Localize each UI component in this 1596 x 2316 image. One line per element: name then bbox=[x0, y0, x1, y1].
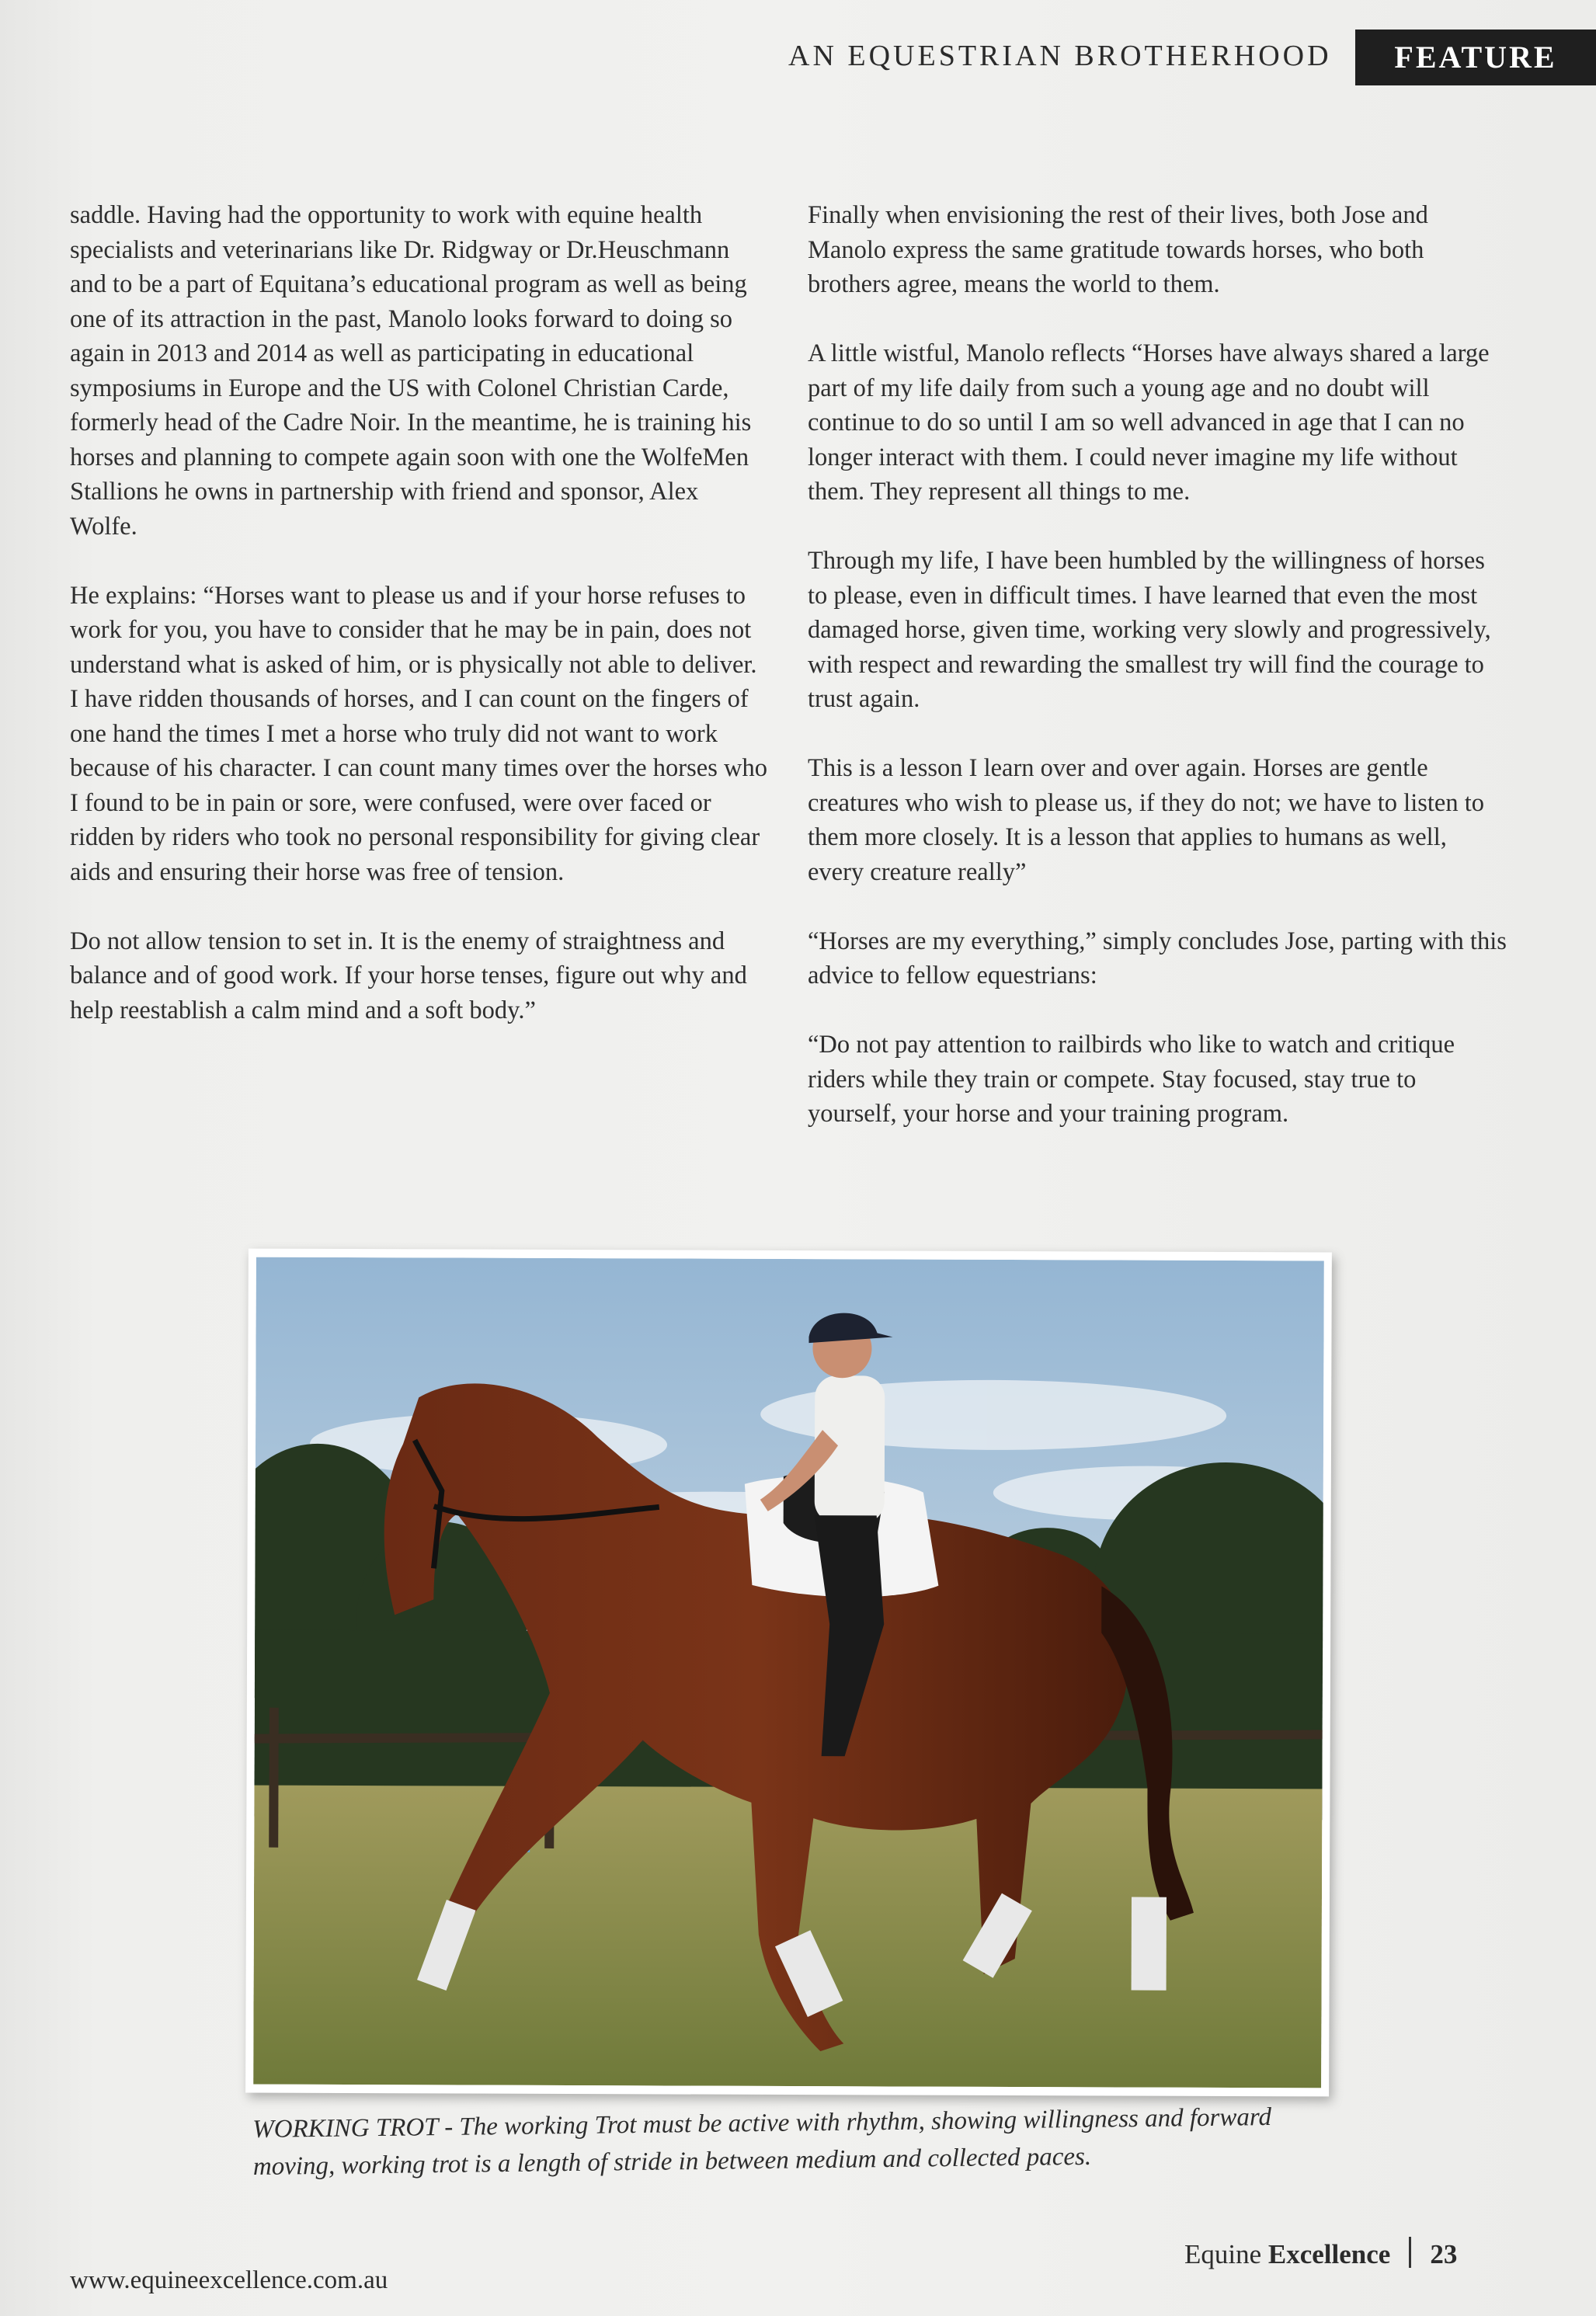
article-column-left bbox=[70, 198, 769, 1062]
footer-divider bbox=[1409, 2237, 1411, 2268]
paragraph: He explains: “Horses want to please us and if your horse refuses to work for you, you have to consider that he may be in pain, does not understand what is asked of him, or is physically not able to deliver. I have ridden thousands of horses, and I can count on the fingers of one hand the times I met a horse who truly did not want to work because of his character. I can count many times over the horses who I found to be in pain or sore, were confused, were over faced or ridden by riders who took no personal responsibility for giving clear aids and ensuring their horse was free of tension. bbox=[70, 581, 767, 886]
paragraph: Through my life, I have been humbled by the willingness of horses to please, even in difficult times. I have learned that even the most damaged horse, given time, working very slowly and progressively, with respect and rewarding the smallest try will find the courage to trust again. bbox=[808, 547, 1491, 713]
brand-name-light: Equine bbox=[1184, 2239, 1262, 2269]
section-kicker: AN EQUESTRIAN BROTHERHOOD bbox=[788, 40, 1332, 72]
photo-frame bbox=[245, 1249, 1332, 2097]
brand-name-strong: Excellence bbox=[1267, 2239, 1391, 2269]
article-column-right bbox=[808, 198, 1507, 1166]
paragraph: Do not allow tension to set in. It is the enemy of straightness and balance and of good work. If your horse tenses, figure out why and help reestablish a calm mind and a soft body.” bbox=[70, 927, 747, 1024]
footer-brand bbox=[1184, 2237, 1457, 2270]
paragraph: “Horses are my everything,” simply concludes Jose, parting with this advice to fellow equestrians: bbox=[808, 927, 1507, 989]
photo-caption: WORKING TROT - The working Trot must be active with rhythm, showing willingness and forward moving, working trot is a length of stride in between medium and collected paces. bbox=[252, 2102, 1272, 2181]
section-label: FEATURE bbox=[1355, 30, 1596, 85]
footer-url[interactable]: www.equineexcellence.com.au bbox=[70, 2266, 388, 2294]
paragraph: This is a lesson I learn over and over again. Horses are gentle creatures who wish to please us, if they do not; we have to listen to them more closely. It is a lesson that applies to humans as well, every creature really” bbox=[808, 754, 1484, 886]
horse-rider-photo bbox=[253, 1257, 1324, 2088]
paragraph: Finally when envisioning the rest of their lives, both Jose and Manolo express the same gratitude towards horses, who both brothers agree, means the world to them. bbox=[808, 201, 1428, 298]
paragraph: A little wistful, Manolo reflects “Horses have always shared a large part of my life daily from such a young age and no doubt will continue to do so until I am so well advanced in age that I can no longer interact with them. I could never imagine my life without them. They represent all things to me. bbox=[808, 339, 1490, 506]
paragraph: saddle. Having had the opportunity to work with equine health specialists and veterinarians like Dr. Ridgway or Dr.Heuschmann and to be a part of Equitana’s educational program as well as being one of its attraction in the past, Manolo looks forward to doing so again in 2013 and 2014 as well as participating in educational symposiums in Europe and the US with Colonel Christian Carde, formerly head of the Cadre Noir. In the meantime, he is training his horses and planning to compete again soon with one the WolfeMen Stallions he owns in partnership with friend and sponsor, Alex Wolfe. bbox=[70, 201, 752, 541]
page-number: 23 bbox=[1430, 2239, 1458, 2269]
paragraph: “Do not pay attention to railbirds who like to watch and critique riders while they train or compete. Stay focused, stay true to yourself, your horse and your training program. bbox=[808, 1031, 1455, 1128]
